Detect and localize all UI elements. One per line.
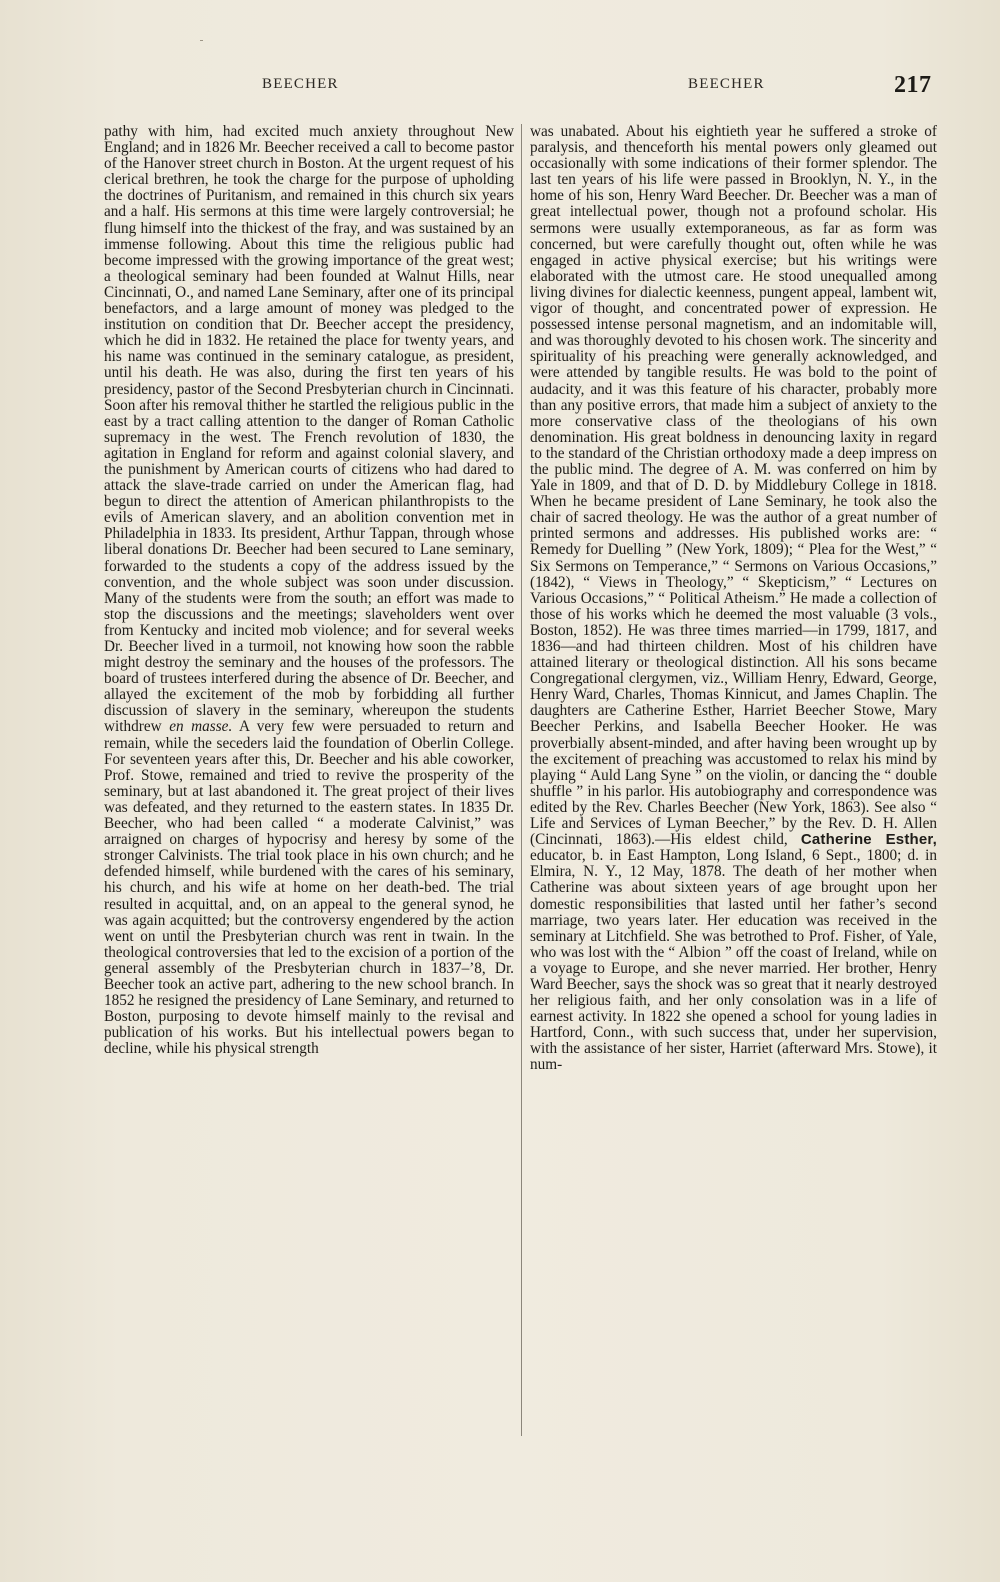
scan-mark bbox=[200, 40, 203, 41]
right-text-part2: educator, b. in East Hampton, Long Island, 6 Sept., 1800; d. in Elmira, N. Y., 12 May, 1878. The death of her mother when Catherine was about sixteen years of age brought upon her domestic responsibilities that lasted until her father’s second marriage, two years later. Her education was received in the seminary at Litchfield. She was betrothed to Prof. Fisher, of Yale, who was lost with the “ Albion ” off the coast of Ireland, while on a voyage to Europe, and she never married. Her brother, Henry Ward Beecher, says the shock was so great that it nearly destroyed her religious faith, and her only consolation was in a life of earnest activity. In 1822 she opened a school for young ladies in Hartford, Conn., with such success that, under her supervision, with the assistance of her sister, Harriet (afterward Mrs. Stowe), it num- bbox=[530, 847, 937, 1074]
left-text-italic: en masse. bbox=[169, 718, 233, 736]
left-text-part2: A very few were persuaded to return and remain, while the seceders laid the foundation of Oberlin College. For seventeen years after this, Dr. Beecher and his able coworker, Prof. Stowe, remained and tried to revive the prosperity of the seminary, but at last abandoned it. The great project of their lives was defeated, and they returned to the eastern states. In 1835 Dr. Beecher, who had been called “ a moderate Calvinist,” was arraigned on charges of hypocrisy and heresy by some of the stronger Calvinists. The trial took place in his own church; and he defended himself, while burdened with the cares of his seminary, his church, and his wife at home on her death-bed. The trial resulted in acquittal, and, on an appeal to the general synod, he was again acquitted; but the controversy engendered by the action went on until the Presbyterian church was rent in twain. In the theological controversies that led to the excision of a portion of the general assembly of the Presbyterian church in 1837–’8, Dr. Beecher took an active part, adhering to the new school branch. In 1852 he resigned the presidency of Lane Seminary, and returned to Boston, purposing to devote himself mainly to the revisal and publication of his works. But his intellectual powers began to decline, while his physical strength bbox=[104, 718, 514, 1058]
right-text-part1: was unabated. About his eightieth year he suffered a stroke of paralysis, and thenceforth his mental powers only gleamed out occasionally with some indications of their former splendor. The last ten years of his life were passed in Brooklyn, N. Y., in the home of his son, Henry Ward Beecher. Dr. Beecher was a man of great intellectual power, though not a profound scholar. His sermons were usually extemporaneous, as far as form was concerned, but were carefully thought out, often while he was engaged in active physical exercise; but his writings were elaborated with the utmost care. He stood unequalled among living divines for dialectic keenness, pungent appeal, lambent wit, vigor of thought, and concentrated power of expression. He possessed intense personal magnetism, and an indomitable will, and was thoroughly devoted to his chosen work. The sincerity and spirituality of his preaching were generally acknowledged, and were attended by tangible results. He was bold to the point of audacity, and it was this feature of his character, probably more than any positive errors, that made him a subject of anxiety to the more conservative class of the theologians of his own denomination. His great boldness in denouncing laxity in regard to the standard of the Christian orthodoxy made a deep impress on the public mind. The degree of A. M. was conferred on him by Yale in 1809, and that of D. D. by Middlebury College in 1818. When he became president of Lane Seminary, he took also the chair of sacred theology. He was the author of a great number of printed sermons and addresses. His published works are: “ Remedy for Duelling ” (New York, 1809); “ Plea for the West,” “ Six Sermons on Temperance,” “ Sermons on Various Occasions,” (1842), “ Views in Theology,” “ Skepticism,” “ Lectures on Various Occasions,” “ Political Atheism.” He made a collection of those of his works which he deemed the most valuable (3 vols., Boston, 1852). He was three times married—in 1799, 1817, and 1836—and had thirteen children. Most of his children have attained literary or theological distinction. All his sons became Congregational clergymen, viz., William Henry, Edward, George, Henry Ward, Charles, Thomas Kinnicut, and James Chaplin. The daughters are Catherine Esther, Harriet Beecher Stowe, Mary Beecher Perkins, and Isabella Beecher Hooker. He was proverbially absent-minded, and after having been wrought up by the excitement of preaching was accustomed to relax his mind by playing “ Auld Lang Syne ” on the violin, or dancing the “ double shuffle ” in his parlor. His autobiography and correspondence was edited by the Rev. Charles Beecher (New York, 1863). See also “ Life and Services of Lyman Beecher,” by the Rev. D. H. Allen (Cincinnati, 1863).—His eldest child, bbox=[530, 123, 937, 849]
column-divider bbox=[521, 124, 522, 1436]
right-running-head: BEECHER bbox=[688, 76, 765, 92]
right-column-paragraph bbox=[530, 124, 937, 1074]
left-column-paragraph bbox=[104, 124, 514, 1057]
right-column bbox=[530, 124, 937, 1074]
left-column bbox=[104, 124, 514, 1057]
page-number: 217 bbox=[894, 72, 932, 98]
left-text-part1: pathy with him, had excited much anxiety throughout New England; and in 1826 Mr. Beecher received a call to become pastor of the Hanover street church in Boston. At the urgent request of his clerical brethren, he took the charge for the purpose of upholding the doctrines of Puritanism, and remained in this church six years and a half. His sermons at this time were largely controversial; he flung himself into the thickest of the fray, and was sustained by an immense following. About this time the religious public had become impressed with the growing importance of the great west; a theological seminary had been founded at Walnut Hills, near Cincinnati, O., and named Lane Seminary, after one of its principal benefactors, and a large amount of money was pledged to the institution on condition that Dr. Beecher accept the presidency, which he did in 1832. He retained the place for twenty years, and his name was continued in the seminary catalogue, as president, until his death. He was also, during the first ten years of his presidency, pastor of the Second Presbyterian church in Cincinnati. Soon after his removal thither he startled the religious public in the east by a tract calling attention to the danger of Roman Catholic supremacy in the west. The French revolution of 1830, the agitation in England for reform and against colonial slavery, and the punishment by American courts of citizens who had dared to attack the slave-trade carried on under the American flag, had begun to direct the attention of American philanthropists to the evils of American slavery, and an abolition convention met in Philadelphia in 1833. Its president, Arthur Tappan, through whose liberal donations Dr. Beecher had been secured to Lane seminary, forwarded to the students a copy of the address issued by the convention, and the whole subject was soon under discussion. Many of the students were from the south; an effort was made to stop the discussions and the meetings; slaveholders went over from Kentucky and incited mob violence; and for several weeks Dr. Beecher lived in a turmoil, not knowing how soon the rabble might destroy the seminary and the houses of the professors. The board of trustees interfered during the absence of Dr. Beecher, and allayed the excitement of the mob by forbidding all further discussion of slavery in the seminary, whereupon the students withdrew bbox=[104, 123, 514, 736]
left-running-head: BEECHER bbox=[262, 76, 339, 92]
entry-name-catherine-esther: Catherine Esther, bbox=[800, 831, 938, 849]
